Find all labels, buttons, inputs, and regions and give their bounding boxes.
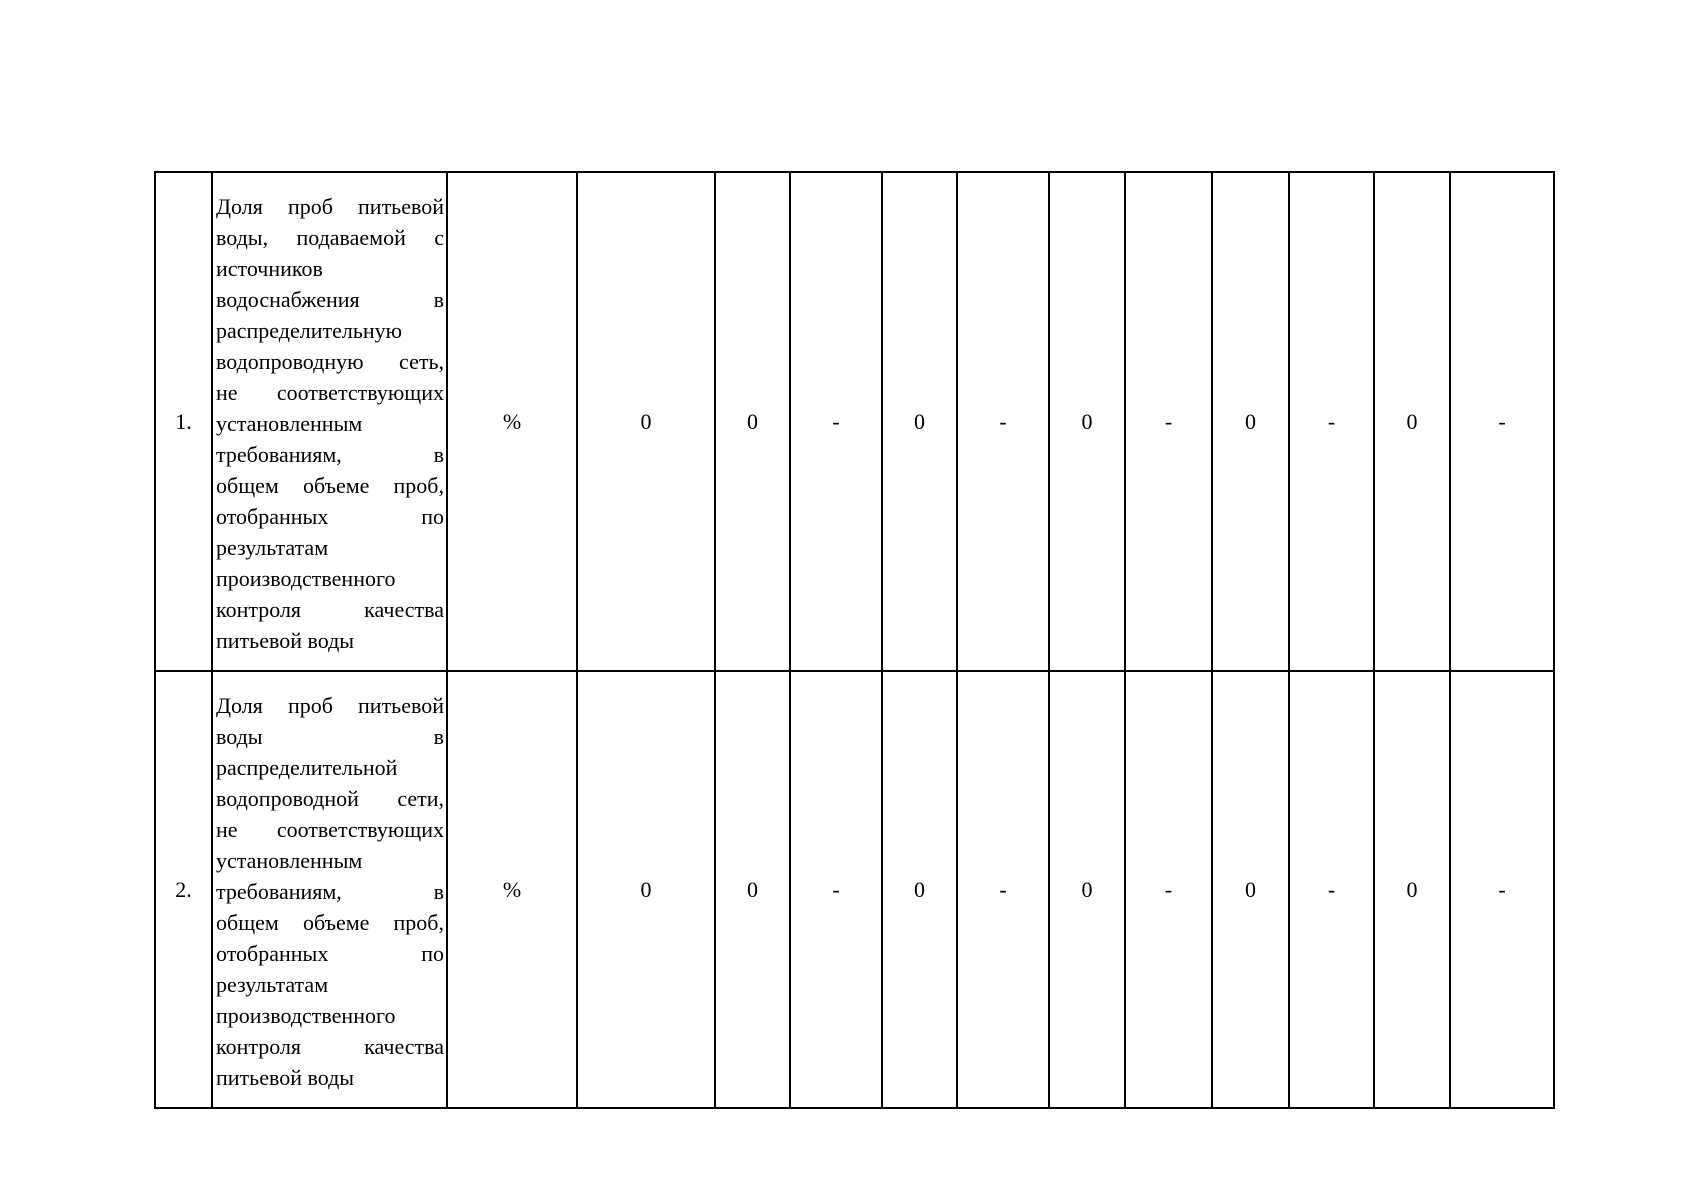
value-cell: - (957, 671, 1049, 1108)
description-line: Доля проб питьевой (216, 194, 444, 219)
description-line: отобранных по (216, 941, 444, 966)
description-line: контроля качества (216, 597, 444, 622)
description-line: водоснабжения в (216, 287, 444, 312)
value-cell: 0 (715, 671, 790, 1108)
value-cell: - (790, 172, 882, 671)
description-line: отобранных по (216, 504, 444, 529)
description-line: водопроводную сеть, (216, 349, 444, 374)
description-line: Доля проб питьевой (216, 693, 444, 718)
row-number-cell: 2. (155, 671, 212, 1108)
description-line: требованиям, в (216, 879, 444, 904)
description-line: питьевой воды (216, 628, 355, 653)
description-line: установленным (216, 848, 363, 873)
value-cell: 0 (715, 172, 790, 671)
description-line: не соответствующих (216, 380, 444, 405)
value-cell: 0 (1212, 172, 1289, 671)
value-cell: - (790, 671, 882, 1108)
value-cell: - (1125, 671, 1212, 1108)
description-line: воды в (216, 724, 444, 749)
value-cell: 0 (882, 172, 957, 671)
value-cell: 0 (1212, 671, 1289, 1108)
table-row (155, 671, 1554, 1108)
value-cell: - (1289, 671, 1374, 1108)
description-line: результатам (216, 972, 329, 997)
description-line: контроля качества (216, 1034, 444, 1059)
description-line: воды, подаваемой с (216, 225, 444, 250)
table-body (155, 172, 1554, 1108)
description-line: распределительной (216, 755, 398, 780)
unit-cell: % (447, 671, 577, 1108)
value-cell: - (957, 172, 1049, 671)
value-cell: 0 (1374, 671, 1450, 1108)
value-cell: 0 (1049, 172, 1125, 671)
description-line: общем объеме проб, (216, 473, 444, 498)
unit-cell: % (447, 172, 577, 671)
description-line: общем объеме проб, (216, 910, 444, 935)
indicators-table (154, 171, 1555, 1109)
description-line: требованиям, в (216, 442, 444, 467)
description-line: источников (216, 256, 323, 281)
value-cell: - (1450, 172, 1554, 671)
description-line: производственного (216, 1003, 396, 1028)
description-line: результатам (216, 535, 329, 560)
value-cell: 0 (882, 671, 957, 1108)
indicator-description-cell (212, 172, 447, 671)
value-cell: 0 (1374, 172, 1450, 671)
description-line: водопроводной сети, (216, 786, 444, 811)
indicator-description-cell (212, 671, 447, 1108)
value-cell: 0 (577, 671, 715, 1108)
row-number-cell: 1. (155, 172, 212, 671)
description-line: установленным (216, 411, 363, 436)
value-cell: - (1289, 172, 1374, 671)
table-row (155, 172, 1554, 671)
description-line: не соответствующих (216, 817, 444, 842)
value-cell: 0 (577, 172, 715, 671)
value-cell: - (1125, 172, 1212, 671)
description-line: распределительную (216, 318, 403, 343)
description-line: производственного (216, 566, 396, 591)
description-line: питьевой воды (216, 1065, 355, 1090)
value-cell: - (1450, 671, 1554, 1108)
value-cell: 0 (1049, 671, 1125, 1108)
